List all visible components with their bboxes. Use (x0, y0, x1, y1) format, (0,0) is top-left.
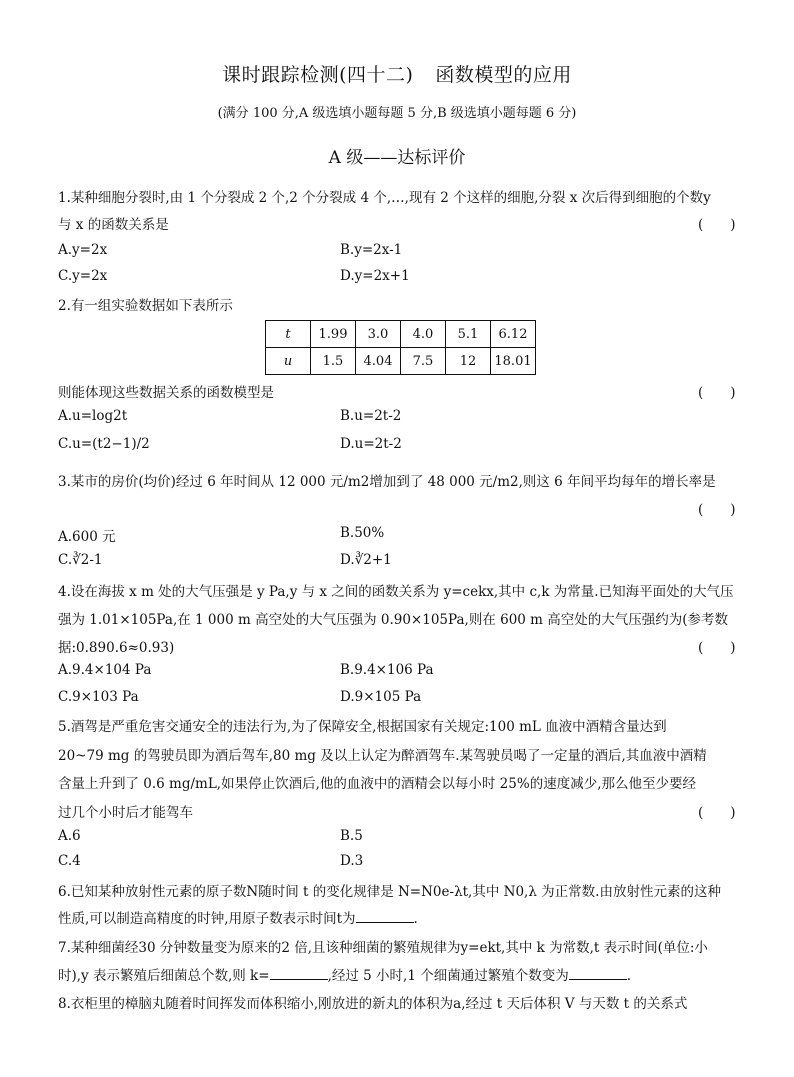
q7-answer-blank-count[interactable] (569, 967, 627, 980)
q4-option-d: D.9×105 Pa (340, 689, 422, 705)
section-heading: A 级——达标评价 (328, 148, 466, 168)
q2-text-line2: 则能体现这些数据关系的函数模型是 (58, 385, 274, 401)
page-title (0, 60, 794, 87)
q4-option-a: A.9.4×104 Pa (58, 662, 152, 678)
q4-option-c: C.9×103 Pa (58, 689, 139, 705)
q4-text-line3: 据:0.890.6≈0.93) (58, 640, 175, 656)
q6-text-line2-content: 性质,可以制造高精度的时钟,用原子数表示时间t为 (58, 911, 356, 927)
table-cell: 1.99 (311, 321, 356, 348)
q4-text-line1: 4.设在海拔 x m 处的大气压强是 y Pa,y 与 x 之间的函数关系为 y=cekx,其中 c,k 为常量.已知海平面处的大气压 (58, 584, 734, 600)
q1-answer-paren: ( ) (698, 217, 736, 233)
q1-option-a: A.y=2x (58, 242, 108, 258)
q7-answer-blank-k[interactable] (270, 967, 328, 980)
q3-option-c: C.∛2-1 (58, 552, 103, 568)
q5-text-line4: 过几个小时后才能驾车 (58, 805, 193, 821)
q2-text-line1: 2.有一组实验数据如下表所示 (58, 298, 233, 314)
q2-option-a: A.u=log2t (58, 408, 128, 424)
q7-text-line1: 7.某种细菌经30 分钟数量变为原来的2 倍,且该种细菌的繁殖规律为y=ekt,其中 k 为常数,t 表示时间(单位:小 (58, 940, 708, 956)
q5-option-d: D.3 (340, 853, 364, 869)
q5-answer-paren: ( ) (698, 805, 736, 821)
q7-text-line2-content: 时),y 表示繁殖后细菌总个数,则 k= (58, 968, 270, 984)
q3-text-line1: 3.某市的房价(均价)经过 6 年时间从 12 000 元/m2增加到了 48 000 元/m2,则这 6 年间平均每年的增长率是 (58, 474, 716, 490)
table-cell: u (266, 348, 311, 375)
title-main: 课时跟踪检测(四十二) (222, 64, 414, 86)
q2-option-b: B.u=2t-2 (340, 408, 402, 424)
q2-data-table (265, 320, 536, 375)
q8-text-line1: 8.衣柜里的樟脑丸随着时间挥发而体积缩小,刚放进的新丸的体积为a,经过 t 天后体积 V 与天数 t 的关系式 (58, 996, 688, 1012)
q2-option-c: C.u=(t2−1)/2 (58, 436, 150, 452)
table-cell: 6.12 (491, 321, 536, 348)
q6-text-line2: 性质,可以制造高精度的时钟,用原子数表示时间t为 . (58, 911, 418, 927)
table-cell: 1.5 (311, 348, 356, 375)
q5-text-line1: 5.酒驾是严重危害交通安全的违法行为,为了保障安全,根据国家有关规定:100 mL 血液中酒精含量达到 (58, 719, 667, 735)
title-topic: 函数模型的应用 (435, 64, 572, 86)
table-row (266, 321, 536, 348)
q1-text-line2: 与 x 的函数关系是 (58, 217, 169, 233)
table-cell: 3.0 (356, 321, 401, 348)
q3-answer-paren: ( ) (698, 502, 736, 518)
score-note: (满分 100 分,A 级选填小题每题 5 分,B 级选填小题每题 6 分) (217, 106, 577, 121)
q1-text-line1: 1.某种细胞分裂时,由 1 个分裂成 2 个,2 个分裂成 4 个,…,现有 2 个这样的细胞,分裂 x 次后得到细胞的个数y (58, 190, 711, 206)
table-cell: 4.0 (401, 321, 446, 348)
table-row (266, 348, 536, 375)
table-cell: 5.1 (446, 321, 491, 348)
q2-option-d: D.u=2t-2 (340, 436, 402, 452)
q1-option-b: B.y=2x-1 (340, 242, 403, 258)
q5-option-b: B.5 (340, 828, 363, 844)
q5-option-c: C.4 (58, 853, 81, 869)
q3-option-d: D.∛2+1 (340, 552, 392, 568)
q5-option-a: A.6 (58, 828, 81, 844)
q2-answer-paren: ( ) (698, 385, 736, 401)
q3-option-a: A.600 元 (58, 529, 116, 545)
table-cell: 12 (446, 348, 491, 375)
q5-text-line2: 20~79 mg 的驾驶员即为酒后驾车,80 mg 及以上认定为醉酒驾车.某驾驶员喝了一定量的酒后,其血液中酒精 (58, 748, 707, 764)
q4-text-line2: 强为 1.01×105Pa,在 1 000 m 高空处的大气压强为 0.90×105Pa,则在 600 m 高空处的大气压强约为(参考数 (58, 612, 729, 628)
q7-text-line2-tail: ,经过 5 小时,1 个细菌通过繁殖个数变为 (327, 968, 569, 984)
q6-answer-blank[interactable] (356, 910, 414, 923)
q4-answer-paren: ( ) (698, 640, 736, 656)
table-cell: 4.04 (356, 348, 401, 375)
q1-option-c: C.y=2x (58, 268, 108, 284)
table-cell: 18.01 (491, 348, 536, 375)
q1-option-d: D.y=2x+1 (340, 268, 410, 284)
table-cell: t (266, 321, 311, 348)
q6-text-line1: 6.已知某种放射性元素的原子数N随时间 t 的变化规律是 N=N0e-λt,其中 N0,λ 为正常数.由放射性元素的这种 (58, 884, 721, 900)
q4-option-b: B.9.4×106 Pa (340, 662, 434, 678)
q7-text-line2: 时),y 表示繁殖后细菌总个数,则 k= ,经过 5 小时,1 个细菌通过繁殖个数变为 . (58, 968, 631, 984)
table-cell: 7.5 (401, 348, 446, 375)
q5-text-line3: 含量上升到了 0.6 mg/mL,如果停止饮酒后,他的血液中的酒精会以每小时 25%的速度减少,那么他至少要经 (58, 776, 696, 792)
q3-option-b: B.50% (340, 525, 385, 541)
